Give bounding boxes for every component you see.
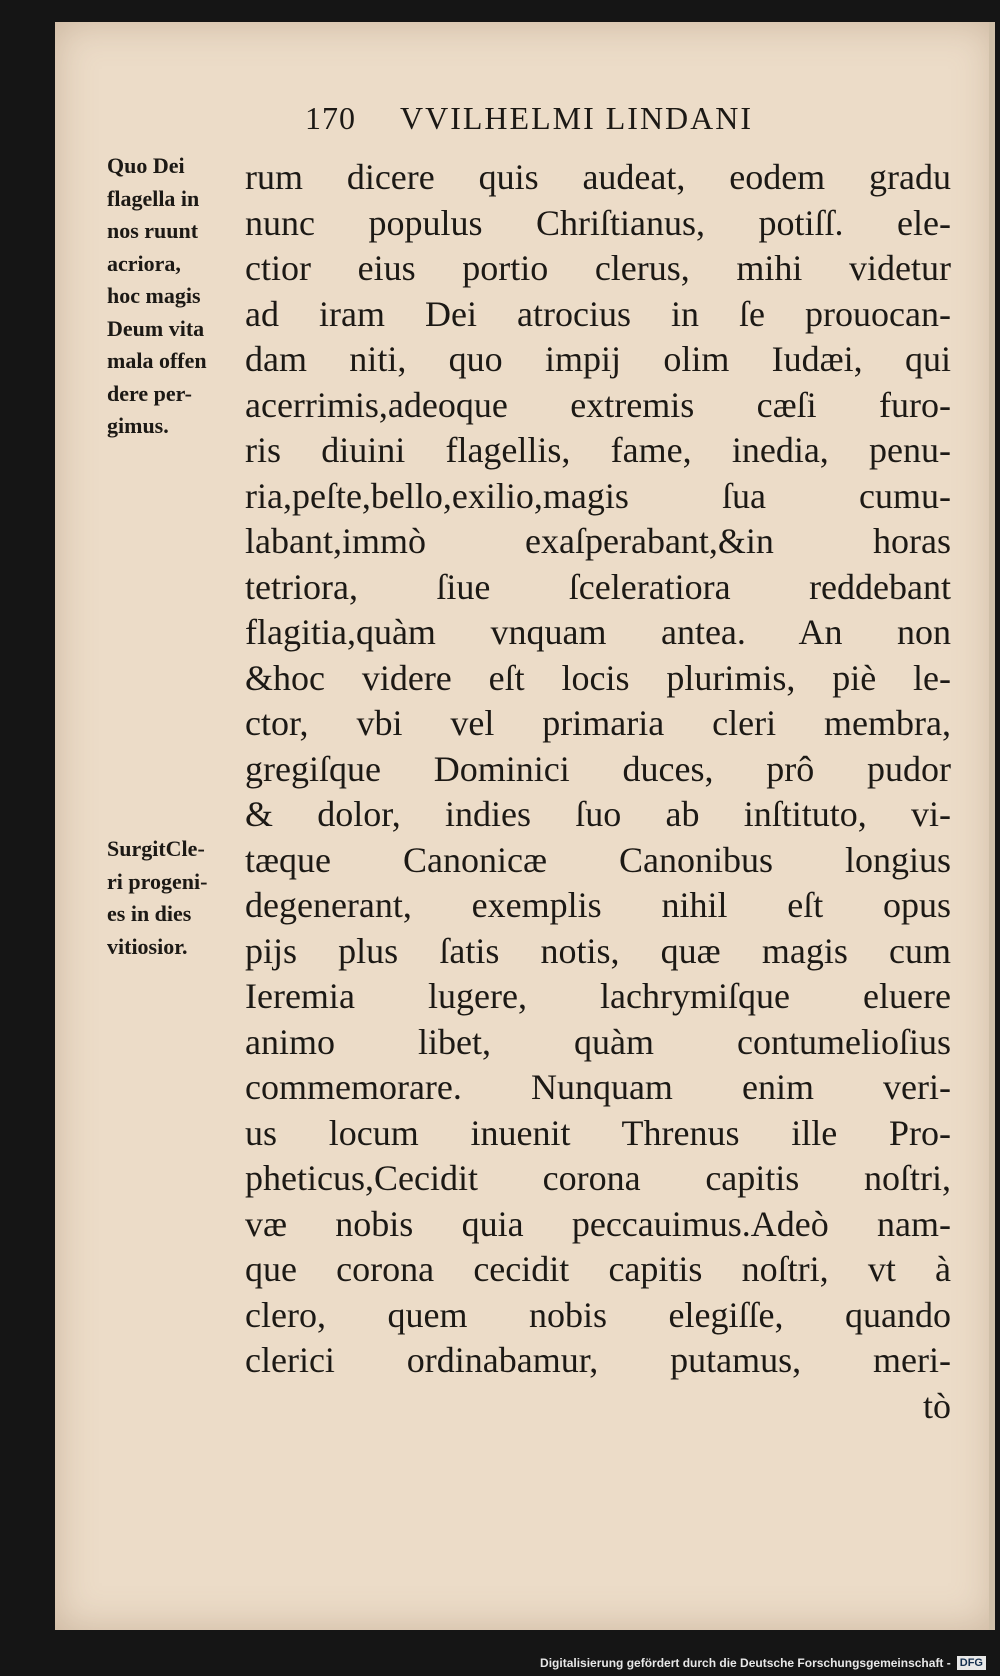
text-line: væ nobis quia peccauimus.Adeò nam- <box>245 1203 951 1244</box>
margin-note-line: acriora, <box>107 250 181 276</box>
text-line: ad iram Dei atrocius in ſe prouocan- <box>245 293 951 334</box>
text-line: tæque Canonicæ Canonibus longius <box>245 839 951 880</box>
footer-credit: Digitalisierung gefördert durch die Deutsche Forschungsgemeinschaft - <box>540 1656 951 1670</box>
book-page <box>55 22 995 1630</box>
text-line: clerici ordinabamur, putamus, meri- <box>245 1340 951 1380</box>
margin-note-line: ri progeni- <box>107 868 208 894</box>
page-number: 170 <box>305 100 356 136</box>
digitization-footer <box>540 1654 986 1672</box>
margin-note-line: vitiosior. <box>107 933 188 959</box>
text-line: que corona cecidit capitis noſtri, vt à <box>245 1249 951 1289</box>
text-line: Ieremia lugere, lachrymiſque eluere <box>245 976 951 1016</box>
margin-note-line: hoc magis <box>107 283 201 308</box>
text-line: pijs plus ſatis notis, quæ magis cum <box>245 930 951 971</box>
text-line: acerrimis,adeoque extremis cæſi furo- <box>245 384 951 425</box>
text-line: ria,peſte,bello,exilio,magis ſua cumu- <box>245 475 951 516</box>
margin-note-line: SurgitCle- <box>107 836 205 861</box>
text-line: &hoc videre eſt locis plurimis, piè le- <box>245 657 951 698</box>
text-line: ctior eius portio clerus, mihi videtur <box>245 248 951 288</box>
text-line: nunc populus Chriſtianus, potiſſ. ele- <box>245 202 951 243</box>
text-line: animo libet, quàm contumelioſius <box>245 1021 951 1062</box>
margin-note-line: Quo Dei <box>107 153 185 178</box>
text-line: ctor, vbi vel primaria cleri membra, <box>245 703 951 743</box>
running-head <box>55 100 995 150</box>
margin-note-line: mala offen <box>107 348 207 373</box>
text-line: commemorare. Nunquam enim veri- <box>245 1067 951 1107</box>
margin-note-line: flagella in <box>107 185 200 211</box>
text-line: & dolor, indies ſuo ab inſtituto, vi- <box>245 794 951 834</box>
text-line: degenerant, exemplis nihil eſt opus <box>245 885 951 925</box>
text-line: gregiſque Dominici duces, prô pudor <box>245 748 951 789</box>
text-line: flagitia,quàm vnquam antea. An non <box>245 612 951 652</box>
text-line: pheticus,Cecidit corona capitis noſtri, <box>245 1158 951 1198</box>
catchword: tò <box>922 1385 951 1426</box>
margin-note-line: Deum vita <box>107 315 205 341</box>
text-line: labant,immò exaſperabant,&in horas <box>245 521 951 561</box>
dfg-logo: DFG <box>957 1656 986 1670</box>
text-line: clero, quem nobis elegiſſe, quando <box>245 1294 951 1335</box>
page-edge <box>989 22 995 1630</box>
running-title: VVILHELMI LINDANI <box>400 100 754 136</box>
text-line: ris diuini flagellis, fame, inedia, penu- <box>245 430 951 470</box>
text-line: rum dicere quis audeat, eodem gradu <box>245 157 951 197</box>
margin-note-line: dere per- <box>107 380 192 406</box>
text-line: us locum inuenit Threnus ille Pro- <box>245 1112 951 1153</box>
body-text <box>245 155 951 1429</box>
text-line: tetriora, ſiue ſceleratiora reddebant <box>245 566 951 607</box>
margin-note-line: es in dies <box>107 901 192 926</box>
text-line: dam niti, quo impij olim Iudæi, qui <box>245 339 951 379</box>
margin-note-line: gimus. <box>107 413 169 438</box>
margin-note-line: nos ruunt <box>107 218 199 243</box>
